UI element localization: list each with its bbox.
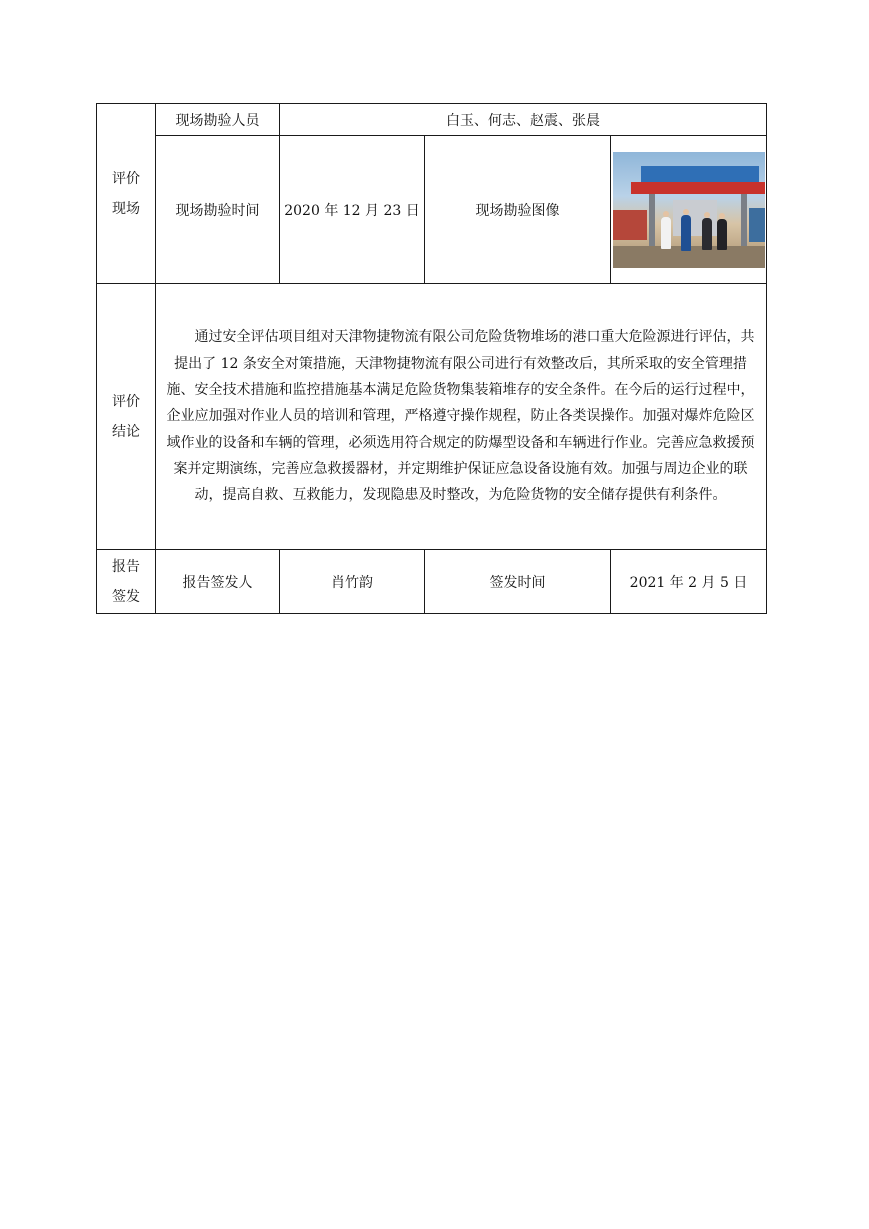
issuer-value: 肖竹韵	[280, 550, 425, 614]
conclusion-text: 通过安全评估项目组对天津物捷物流有限公司危险货物堆场的港口重大危险源进行评估，共提出了 12 条安全对策措施，天津物捷物流有限公司进行有效整改后，其所采取的安全管理措施、安全技术措施和监控措施基本满足危险货物集装箱堆存的安全条件。在今后的运行过程中，企业应加强对作业人员的培训和管理，严格遵守操作规程，防止各类误操作。加强对爆炸危险区域作业的设备和车辆的管理，必须选用符合规定的防爆型设备和车辆进行作业。完善应急救援预案并定期演练，完善应急救援器材，并定期维护保证应急设备设施有效。加强与周边企业的联动，提高自救、互救能力，发现隐患及时整改，为危险货物的安全储存提供有利条件。	[156, 284, 767, 550]
photo-pillar	[741, 194, 747, 248]
issue-time-label: 签发时间	[425, 550, 611, 614]
report-table	[96, 103, 767, 614]
photo-person	[702, 218, 712, 250]
photo-person	[717, 219, 727, 250]
photo-pillar	[649, 194, 655, 248]
personnel-value: 白玉、何志、赵震、张晨	[280, 104, 767, 136]
inspection-row	[97, 136, 767, 284]
section-sign-cell	[97, 550, 156, 614]
time-label: 现场勘验时间	[156, 136, 280, 284]
photo-person-head	[683, 209, 689, 215]
photo-person-head	[704, 212, 710, 218]
section-site-line1: 评价	[112, 170, 140, 187]
photo-container	[613, 210, 647, 240]
photo-person	[661, 217, 671, 249]
section-site-line2: 现场	[112, 200, 140, 217]
section-site-cell	[97, 104, 156, 284]
image-label: 现场勘验图像	[425, 136, 611, 284]
photo-banner	[631, 182, 765, 194]
site-photo	[613, 152, 765, 268]
site-photo-cell	[611, 136, 767, 284]
photo-person-head	[663, 211, 669, 217]
section-conclusion-cell	[97, 284, 156, 550]
section-sign-line1: 报告	[112, 558, 140, 575]
section-sign-line2: 签发	[112, 588, 140, 605]
issue-time-value: 2021 年 2 月 5 日	[611, 550, 767, 614]
photo-container	[749, 208, 765, 242]
sign-row	[97, 550, 767, 614]
time-value: 2020 年 12 月 23 日	[280, 136, 425, 284]
photo-person	[681, 215, 691, 251]
section-conclusion-line2: 结论	[112, 423, 140, 440]
conclusion-row	[97, 284, 767, 550]
photo-canopy	[641, 166, 759, 182]
issuer-label: 报告签发人	[156, 550, 280, 614]
personnel-row	[97, 104, 767, 136]
section-conclusion-line1: 评价	[112, 393, 140, 410]
photo-person-head	[719, 213, 725, 219]
personnel-label: 现场勘验人员	[156, 104, 280, 136]
